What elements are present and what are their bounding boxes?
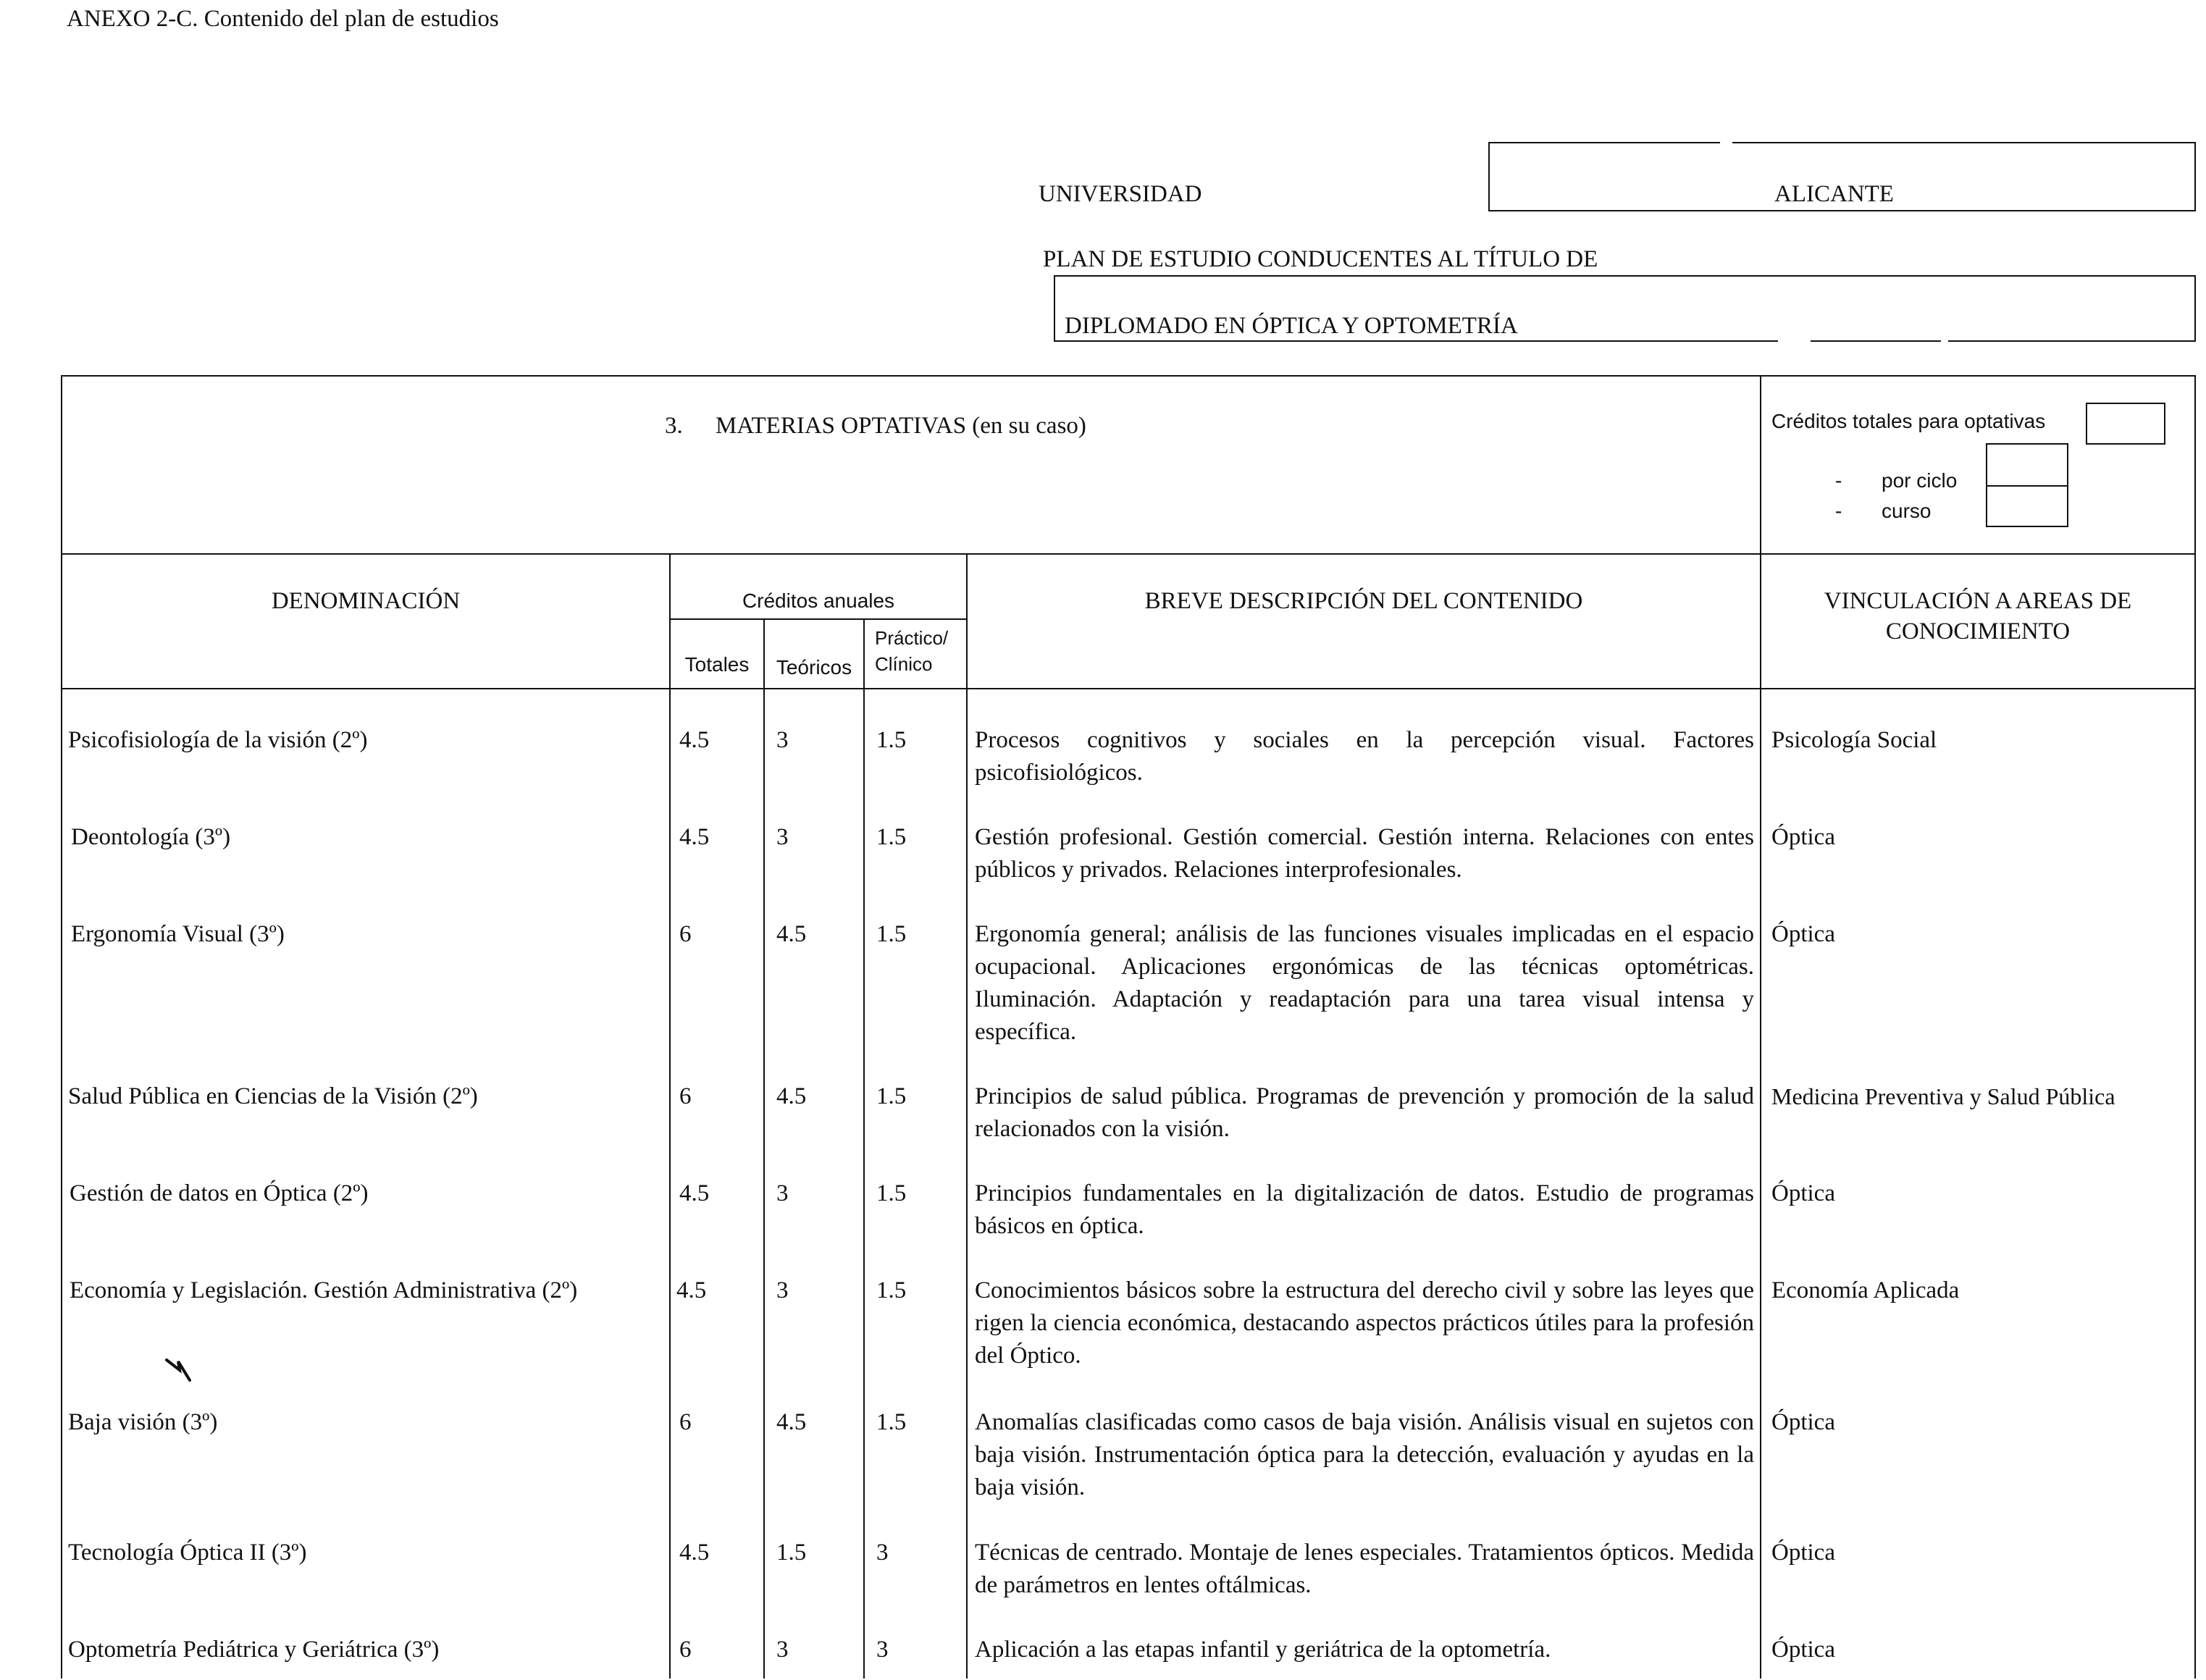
- row-7-totales: 6: [679, 1409, 692, 1435]
- row-3-totales: 6: [679, 921, 692, 947]
- col-vinculacion-1: VINCULACIÓN A AREAS DE: [1824, 588, 2132, 614]
- row-7-teoricos: 4.5: [776, 1409, 807, 1435]
- row-4-denominacion: Salud Pública en Ciencias de la Visión (2º): [68, 1083, 478, 1109]
- practicos-divider: [966, 553, 968, 1679]
- row-4-totales: 6: [679, 1083, 692, 1109]
- header-bottom-border: [61, 688, 2196, 689]
- annex-title: ANEXO 2-C. Contenido del plan de estudios: [67, 6, 499, 32]
- col-totales: Totales: [684, 653, 750, 676]
- col-teoricos: Teóricos: [776, 656, 852, 679]
- row-9-descripcion: Aplicación a las etapas infantil y geriátrica de la optometría.: [975, 1637, 1551, 1663]
- row-6-area: Economía Aplicada: [1771, 1277, 1960, 1303]
- universidad-box-top-left: [1488, 142, 1720, 143]
- row-4-descripcion: Principios de salud pública. Programas de prevención y promoción de la salud relacionados con la visión.: [975, 1083, 1754, 1142]
- row-6-descripcion: Conocimientos básicos sobre la estructura del derecho civil y sobre las leyes que rigen la ciencia económica, destacando aspectos prácticos útiles para la profesión del Óptico.: [975, 1277, 1754, 1369]
- row-3-teoricos: 4.5: [776, 921, 807, 947]
- creditos-anuales-underline: [669, 618, 966, 620]
- universidad-box-top-right: [1732, 142, 2196, 143]
- universidad-label: UNIVERSIDAD: [1039, 181, 1202, 207]
- row-4-area: Medicina Preventiva y Salud Pública: [1771, 1083, 2115, 1109]
- curso-label: curso: [1882, 500, 1932, 522]
- por-ciclo-label: por ciclo: [1882, 469, 1958, 492]
- row-2-area: Óptica: [1771, 824, 1835, 850]
- row-9-totales: 6: [679, 1637, 692, 1663]
- row-8-teoricos: 1.5: [776, 1540, 807, 1566]
- row-1-teoricos: 3: [776, 727, 789, 753]
- row-8-descripcion: Técnicas de centrado. Montaje de lenes especiales. Tratamientos ópticos. Medida de parámetros en lentes oftálmicas.: [975, 1540, 1754, 1598]
- row-7-practicos: 1.5: [876, 1409, 907, 1435]
- row-1-totales: 4.5: [679, 727, 710, 753]
- row-5-area: Óptica: [1771, 1180, 1835, 1206]
- universidad-box-left: [1488, 142, 1490, 211]
- row-3-descripcion: Ergonomía general; análisis de las funciones visuales implicadas en el espacio ocupacional. Aplicaciones ergonómicas de las técnicas optométricas. Iluminación. Adaptación y readaptación para una tarea visual intensa y específica.: [975, 921, 1754, 1045]
- row-5-practicos: 1.5: [876, 1180, 907, 1206]
- row-4-practicos: 1.5: [876, 1083, 907, 1109]
- por-ciclo-bullet: -: [1835, 469, 1842, 492]
- totales-divider: [763, 618, 765, 1679]
- row-3-denominacion: Ergonomía Visual (3º): [71, 921, 285, 947]
- denominacion-divider: [669, 553, 671, 1679]
- plan-label: PLAN DE ESTUDIO CONDUCENTES AL TÍTULO DE: [1043, 246, 1598, 272]
- row-6-totales: 4.5: [676, 1277, 707, 1303]
- row-1-practicos: 1.5: [876, 727, 907, 753]
- row-2-denominacion: Deontología (3º): [71, 824, 231, 850]
- row-5-denominacion: Gestión de datos en Óptica (2º): [70, 1180, 369, 1206]
- por-ciclo-curso-divider: [1986, 485, 2068, 487]
- row-8-totales: 4.5: [679, 1540, 710, 1566]
- titulo-box-bottom-b: [1811, 340, 1941, 342]
- row-7-descripcion: Anomalías clasificadas como casos de baja visión. Análisis visual en sujetos con baja visión. Instrumentación óptica para la detección, evaluación y ayudas en la baja visión.: [975, 1409, 1754, 1500]
- row-5-teoricos: 3: [776, 1180, 789, 1206]
- titulo-box-bottom-c: [1948, 340, 2196, 342]
- creditos-totales-box: [2086, 403, 2165, 445]
- table-left-border: [61, 375, 62, 1679]
- col-vinculacion-2: CONOCIMIENTO: [1885, 618, 2071, 644]
- section-bottom-border: [61, 553, 2196, 555]
- col-creditos-anuales: Créditos anuales: [742, 589, 895, 612]
- row-3-practicos: 1.5: [876, 921, 907, 947]
- row-6-practicos: 1.5: [876, 1277, 907, 1303]
- row-5-totales: 4.5: [679, 1180, 710, 1206]
- creditos-totales-label: Créditos totales para optativas: [1771, 410, 2046, 432]
- row-8-area: Óptica: [1771, 1540, 1835, 1566]
- curso-bullet: -: [1835, 500, 1842, 522]
- row-1-area: Psicología Social: [1771, 727, 1937, 753]
- row-3-area: Óptica: [1771, 921, 1835, 947]
- row-7-denominacion: Baja visión (3º): [68, 1409, 218, 1435]
- vinculacion-divider: [1760, 375, 1761, 1679]
- titulo-box-right: [2194, 275, 2196, 342]
- titulo-value: DIPLOMADO EN ÓPTICA Y OPTOMETRÍA: [1065, 313, 1518, 339]
- col-denominacion: DENOMINACIÓN: [271, 588, 461, 614]
- col-practico-2: Clínico: [875, 653, 933, 675]
- section-title: MATERIAS OPTATIVAS (en su caso): [716, 413, 1086, 439]
- row-9-teoricos: 3: [776, 1637, 789, 1663]
- teoricos-divider: [863, 618, 865, 1679]
- table-right-border: [2194, 375, 2196, 1679]
- row-2-teoricos: 3: [776, 824, 789, 850]
- row-4-teoricos: 4.5: [776, 1083, 807, 1109]
- row-8-practicos: 3: [876, 1540, 889, 1566]
- row-5-descripcion: Principios fundamentales en la digitalización de datos. Estudio de programas básicos en óptica.: [975, 1180, 1754, 1239]
- universidad-box-bottom: [1488, 210, 2196, 211]
- row-9-denominacion: Optometría Pediátrica y Geriátrica (3º): [68, 1637, 440, 1663]
- row-2-totales: 4.5: [679, 824, 710, 850]
- pen-mark-icon: [164, 1356, 200, 1386]
- row-9-area: Óptica: [1771, 1637, 1835, 1663]
- universidad-box-right: [2194, 142, 2196, 211]
- row-2-descripcion: Gestión profesional. Gestión comercial. Gestión interna. Relaciones con entes públicos y privados. Relaciones interprofesionales.: [975, 824, 1754, 883]
- row-7-area: Óptica: [1771, 1409, 1835, 1435]
- section-top-border: [61, 375, 2196, 377]
- titulo-box-left: [1054, 275, 1055, 342]
- section-number: 3.: [665, 413, 683, 439]
- row-1-descripcion: Procesos cognitivos y sociales en la percepción visual. Factores psicofisiológicos.: [975, 727, 1754, 786]
- row-9-practicos: 3: [876, 1637, 889, 1663]
- titulo-box-top: [1054, 275, 2196, 277]
- row-6-denominacion: Economía y Legislación. Gestión Administrativa (2º): [70, 1277, 578, 1303]
- row-6-teoricos: 3: [776, 1277, 789, 1303]
- row-1-denominacion: Psicofisiología de la visión (2º): [68, 727, 368, 753]
- universidad-value: ALICANTE: [1774, 181, 1894, 207]
- row-8-denominacion: Tecnología Óptica II (3º): [68, 1540, 307, 1566]
- col-descripcion: BREVE DESCRIPCIÓN DEL CONTENIDO: [1144, 588, 1583, 614]
- col-practico-1: Práctico/: [875, 627, 949, 649]
- row-2-practicos: 1.5: [876, 824, 907, 850]
